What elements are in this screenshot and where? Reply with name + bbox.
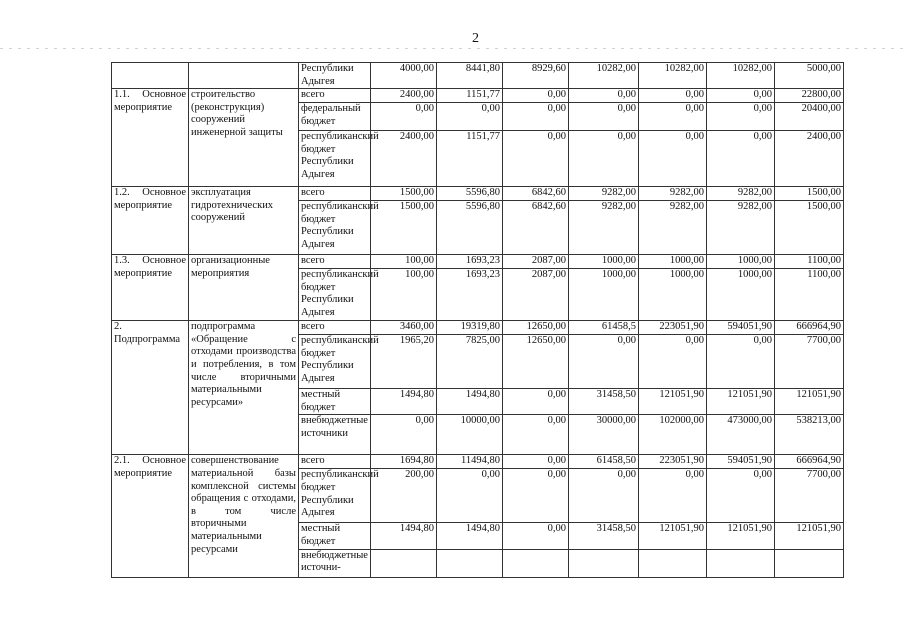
measure-description-cell: организационные мероприятия — [189, 255, 299, 321]
amount-cell: 9282,00 — [639, 201, 707, 255]
amount-cell: 0,00 — [569, 469, 639, 523]
amount-cell: 10282,00 — [639, 63, 707, 89]
amount-cell: 6842,60 — [503, 201, 569, 255]
measure-description-cell: совершенствование материальной базы комплексной системы обращения с отходами, в том числе вторичными материальными ресурсами — [189, 455, 299, 577]
funding-source-cell: внебюджетные источники — [299, 415, 371, 455]
amount-cell: 0,00 — [503, 103, 569, 131]
amount-cell: 4000,00 — [371, 63, 437, 89]
amount-cell: 1100,00 — [775, 269, 844, 321]
amount-cell: 1494,80 — [371, 523, 437, 549]
funding-source-cell: республиканский бюджет Республики Адыгея — [299, 131, 371, 187]
amount-cell: 1494,80 — [437, 389, 503, 415]
amount-cell — [371, 549, 437, 577]
amount-cell: 9282,00 — [569, 187, 639, 201]
amount-cell: 30000,00 — [569, 415, 639, 455]
measure-name-cell: 1.2. Основное мероприятие — [112, 187, 189, 255]
measure-name-cell — [112, 63, 189, 89]
amount-cell: 61458,5 — [569, 321, 639, 335]
amount-cell: 1000,00 — [639, 269, 707, 321]
amount-cell: 3460,00 — [371, 321, 437, 335]
funding-source-cell: всего — [299, 187, 371, 201]
amount-cell: 9282,00 — [569, 201, 639, 255]
measure-name-cell: 1.3. Основное мероприятие — [112, 255, 189, 321]
measure-description-cell: подпрограмма «Обращение с отходами производства и потребления, в том числе вторичными материальными ресурсами» — [189, 321, 299, 455]
amount-cell: 100,00 — [371, 255, 437, 269]
amount-cell: 0,00 — [503, 389, 569, 415]
amount-cell: 2087,00 — [503, 255, 569, 269]
amount-cell: 666964,90 — [775, 321, 844, 335]
amount-cell: 121051,90 — [639, 523, 707, 549]
amount-cell: 223051,90 — [639, 321, 707, 335]
funding-source-cell: всего — [299, 255, 371, 269]
amount-cell: 12650,00 — [503, 335, 569, 389]
amount-cell: 121051,90 — [639, 389, 707, 415]
amount-cell: 0,00 — [503, 469, 569, 523]
amount-cell: 121051,90 — [707, 523, 775, 549]
amount-cell: 9282,00 — [707, 187, 775, 201]
table-row — [112, 187, 844, 201]
table-row — [112, 89, 844, 103]
amount-cell: 0,00 — [437, 469, 503, 523]
amount-cell — [437, 549, 503, 577]
amount-cell: 1000,00 — [707, 255, 775, 269]
measure-description-cell — [189, 63, 299, 89]
funding-source-cell: местный бюджет — [299, 389, 371, 415]
amount-cell: 10282,00 — [569, 63, 639, 89]
amount-cell: 223051,90 — [639, 455, 707, 469]
amount-cell: 1965,20 — [371, 335, 437, 389]
amount-cell: 1000,00 — [639, 255, 707, 269]
measure-description-cell: строительство (реконструкция) сооружений инженерной защиты — [189, 89, 299, 187]
amount-cell: 2400,00 — [371, 131, 437, 187]
page-number: 2 — [472, 31, 479, 46]
amount-cell: 121051,90 — [775, 523, 844, 549]
amount-cell: 0,00 — [707, 103, 775, 131]
amount-cell: 7700,00 — [775, 469, 844, 523]
amount-cell: 0,00 — [503, 455, 569, 469]
table-row — [112, 255, 844, 269]
amount-cell: 121051,90 — [707, 389, 775, 415]
amount-cell: 7700,00 — [775, 335, 844, 389]
funding-source-cell: федеральный бюджет — [299, 103, 371, 131]
amount-cell: 0,00 — [707, 469, 775, 523]
amount-cell: 1000,00 — [569, 255, 639, 269]
amount-cell: 1151,77 — [437, 131, 503, 187]
amount-cell: 0,00 — [503, 131, 569, 187]
amount-cell: 0,00 — [371, 103, 437, 131]
table-row — [112, 321, 844, 335]
amount-cell: 22800,00 — [775, 89, 844, 103]
amount-cell: 594051,90 — [707, 455, 775, 469]
table-row — [112, 455, 844, 469]
amount-cell: 666964,90 — [775, 455, 844, 469]
amount-cell: 19319,80 — [437, 321, 503, 335]
amount-cell: 0,00 — [639, 335, 707, 389]
funding-source-cell: всего — [299, 321, 371, 335]
amount-cell: 0,00 — [707, 131, 775, 187]
amount-cell: 0,00 — [639, 469, 707, 523]
amount-cell: 5596,80 — [437, 201, 503, 255]
funding-source-cell: республиканский бюджет Республики Адыгея — [299, 469, 371, 523]
amount-cell: 1500,00 — [371, 201, 437, 255]
budget-table — [111, 62, 844, 578]
scan-artifact-line — [0, 48, 905, 49]
amount-cell: 1000,00 — [569, 269, 639, 321]
amount-cell: 0,00 — [503, 415, 569, 455]
amount-cell: 0,00 — [639, 103, 707, 131]
budget-table-body — [112, 63, 844, 578]
amount-cell: 2400,00 — [775, 131, 844, 187]
amount-cell: 10000,00 — [437, 415, 503, 455]
amount-cell: 9282,00 — [707, 201, 775, 255]
amount-cell: 6842,60 — [503, 187, 569, 201]
amount-cell: 8929,60 — [503, 63, 569, 89]
table-row — [112, 63, 844, 89]
amount-cell: 0,00 — [569, 89, 639, 103]
amount-cell: 7825,00 — [437, 335, 503, 389]
amount-cell: 1500,00 — [775, 187, 844, 201]
amount-cell: 0,00 — [569, 103, 639, 131]
amount-cell: 0,00 — [503, 523, 569, 549]
amount-cell: 0,00 — [639, 131, 707, 187]
amount-cell: 100,00 — [371, 269, 437, 321]
amount-cell: 1693,23 — [437, 269, 503, 321]
amount-cell: 594051,90 — [707, 321, 775, 335]
amount-cell — [569, 549, 639, 577]
amount-cell: 31458,50 — [569, 523, 639, 549]
amount-cell: 0,00 — [437, 103, 503, 131]
amount-cell: 10282,00 — [707, 63, 775, 89]
funding-source-cell: всего — [299, 455, 371, 469]
measure-name-cell: 2. Подпрограмма — [112, 321, 189, 455]
amount-cell: 0,00 — [707, 335, 775, 389]
funding-source-cell: Республики Адыгея — [299, 63, 371, 89]
measure-name-cell: 1.1. Основное мероприятие — [112, 89, 189, 187]
amount-cell: 121051,90 — [775, 389, 844, 415]
amount-cell: 1151,77 — [437, 89, 503, 103]
amount-cell: 1693,23 — [437, 255, 503, 269]
amount-cell: 1000,00 — [707, 269, 775, 321]
amount-cell: 5596,80 — [437, 187, 503, 201]
amount-cell: 0,00 — [569, 335, 639, 389]
measure-description-cell: эксплуатация гидротехнических сооружений — [189, 187, 299, 255]
amount-cell: 12650,00 — [503, 321, 569, 335]
amount-cell — [503, 549, 569, 577]
amount-cell — [775, 549, 844, 577]
amount-cell: 20400,00 — [775, 103, 844, 131]
amount-cell: 473000,00 — [707, 415, 775, 455]
amount-cell: 0,00 — [371, 415, 437, 455]
amount-cell: 0,00 — [503, 89, 569, 103]
amount-cell: 1500,00 — [371, 187, 437, 201]
amount-cell: 5000,00 — [775, 63, 844, 89]
funding-source-cell: внебюджетные источни- — [299, 549, 371, 577]
funding-source-cell: республиканский бюджет Республики Адыгея — [299, 335, 371, 389]
amount-cell: 1494,80 — [437, 523, 503, 549]
amount-cell: 8441,80 — [437, 63, 503, 89]
amount-cell — [639, 549, 707, 577]
amount-cell: 1494,80 — [371, 389, 437, 415]
funding-source-cell: республиканский бюджет Республики Адыгея — [299, 201, 371, 255]
amount-cell: 9282,00 — [639, 187, 707, 201]
amount-cell: 1100,00 — [775, 255, 844, 269]
funding-source-cell: местный бюджет — [299, 523, 371, 549]
amount-cell: 538213,00 — [775, 415, 844, 455]
amount-cell: 0,00 — [639, 89, 707, 103]
funding-source-cell: республиканский бюджет Республики Адыгея — [299, 269, 371, 321]
funding-source-cell: всего — [299, 89, 371, 103]
amount-cell: 2087,00 — [503, 269, 569, 321]
amount-cell: 2400,00 — [371, 89, 437, 103]
amount-cell: 11494,80 — [437, 455, 503, 469]
amount-cell — [707, 549, 775, 577]
measure-name-cell: 2.1. Основное мероприятие — [112, 455, 189, 577]
amount-cell: 1500,00 — [775, 201, 844, 255]
amount-cell: 102000,00 — [639, 415, 707, 455]
amount-cell: 200,00 — [371, 469, 437, 523]
amount-cell: 1694,80 — [371, 455, 437, 469]
amount-cell: 31458,50 — [569, 389, 639, 415]
amount-cell: 0,00 — [569, 131, 639, 187]
amount-cell: 61458,50 — [569, 455, 639, 469]
amount-cell: 0,00 — [707, 89, 775, 103]
